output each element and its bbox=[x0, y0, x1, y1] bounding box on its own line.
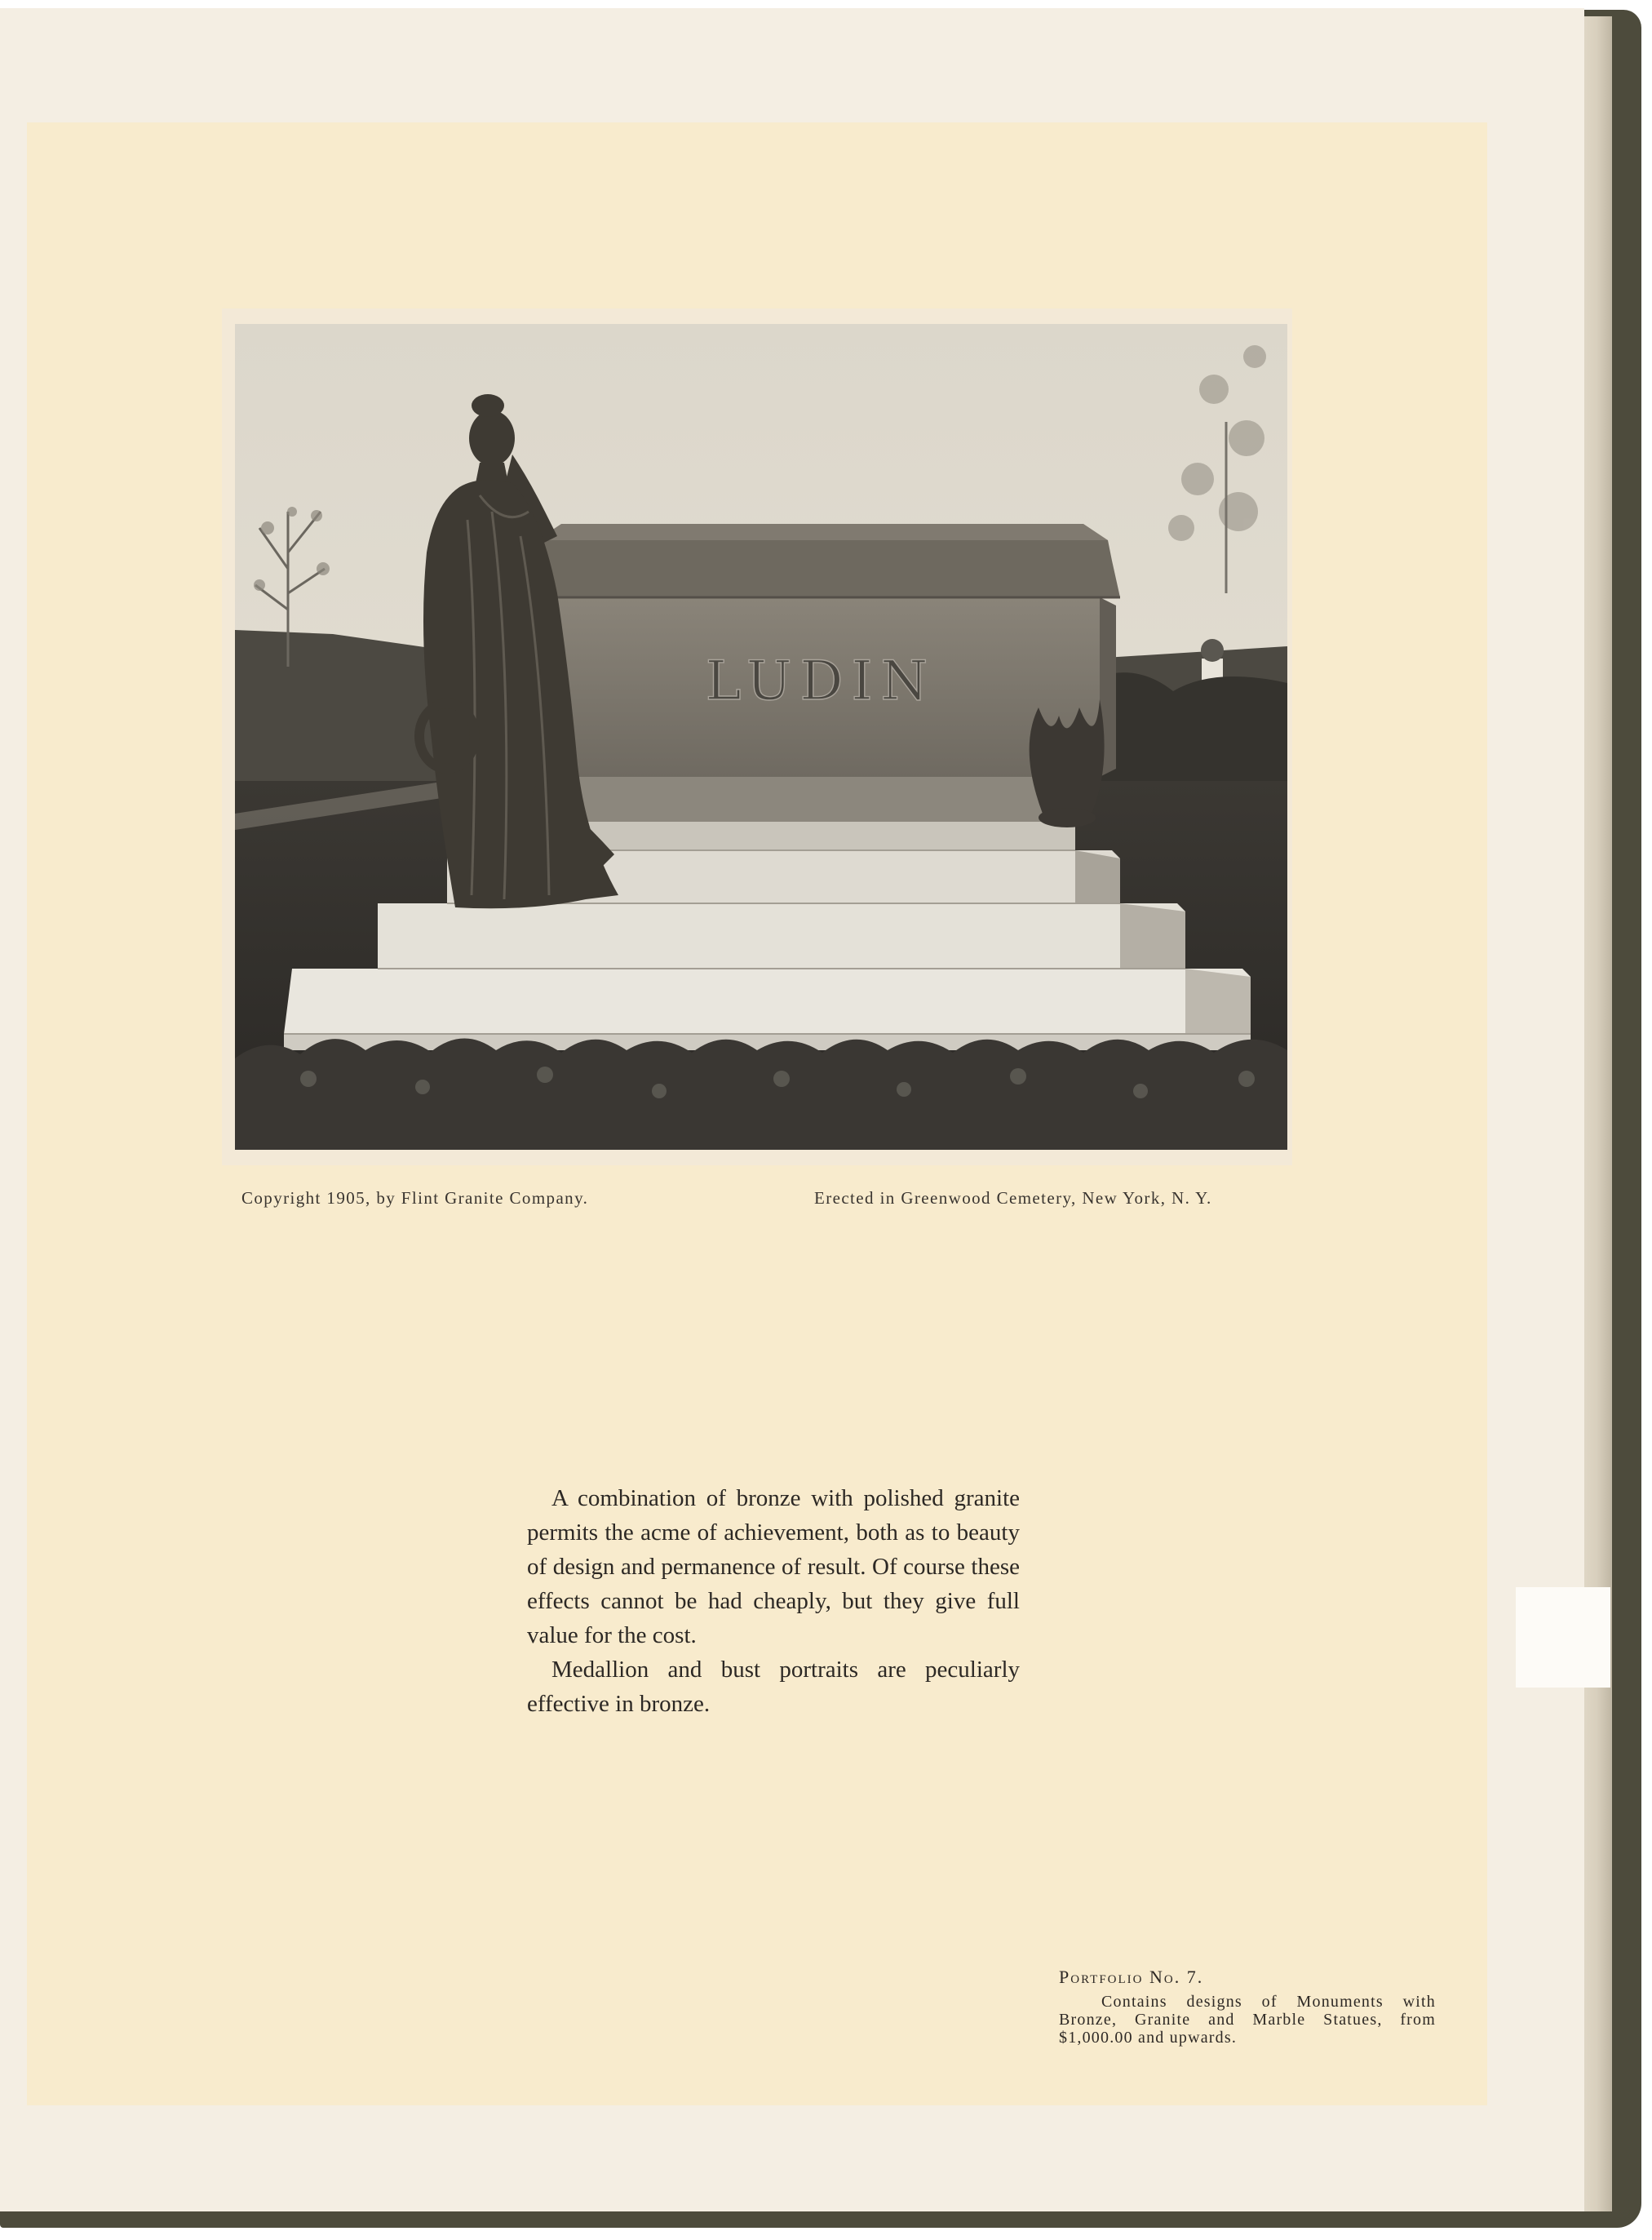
portfolio-description: Contains designs of Monuments with Bronze, Granite and Marble Statues, from $1,000.00 and upwards. bbox=[1059, 1993, 1436, 2047]
body-text bbox=[527, 1481, 1020, 1721]
portfolio-heading: Portfolio No. 7. bbox=[1059, 1967, 1204, 1987]
body-paragraph: Medallion and bust portraits are peculiarly effective in bronze. bbox=[527, 1657, 1020, 1717]
front-shrubs bbox=[235, 1038, 1287, 1150]
body-paragraph: A combination of bronze with polished granite permits the acme of achievement, both as to beauty of design and permanence of result. Of course these effects cannot be had cheaply, but they give full value for the cost. bbox=[527, 1485, 1020, 1648]
portfolio-note bbox=[1059, 1967, 1436, 2047]
copyright-caption: Copyright 1905, by Flint Granite Company. bbox=[241, 1188, 589, 1208]
monument-illustration bbox=[235, 324, 1287, 1150]
blank-label-patch bbox=[1516, 1587, 1610, 1688]
location-caption: Erected in Greenwood Cemetery, New York, N. Y. bbox=[814, 1188, 1212, 1208]
monument-photograph bbox=[235, 324, 1287, 1150]
monument-name-inscription: LUDIN bbox=[705, 650, 937, 712]
